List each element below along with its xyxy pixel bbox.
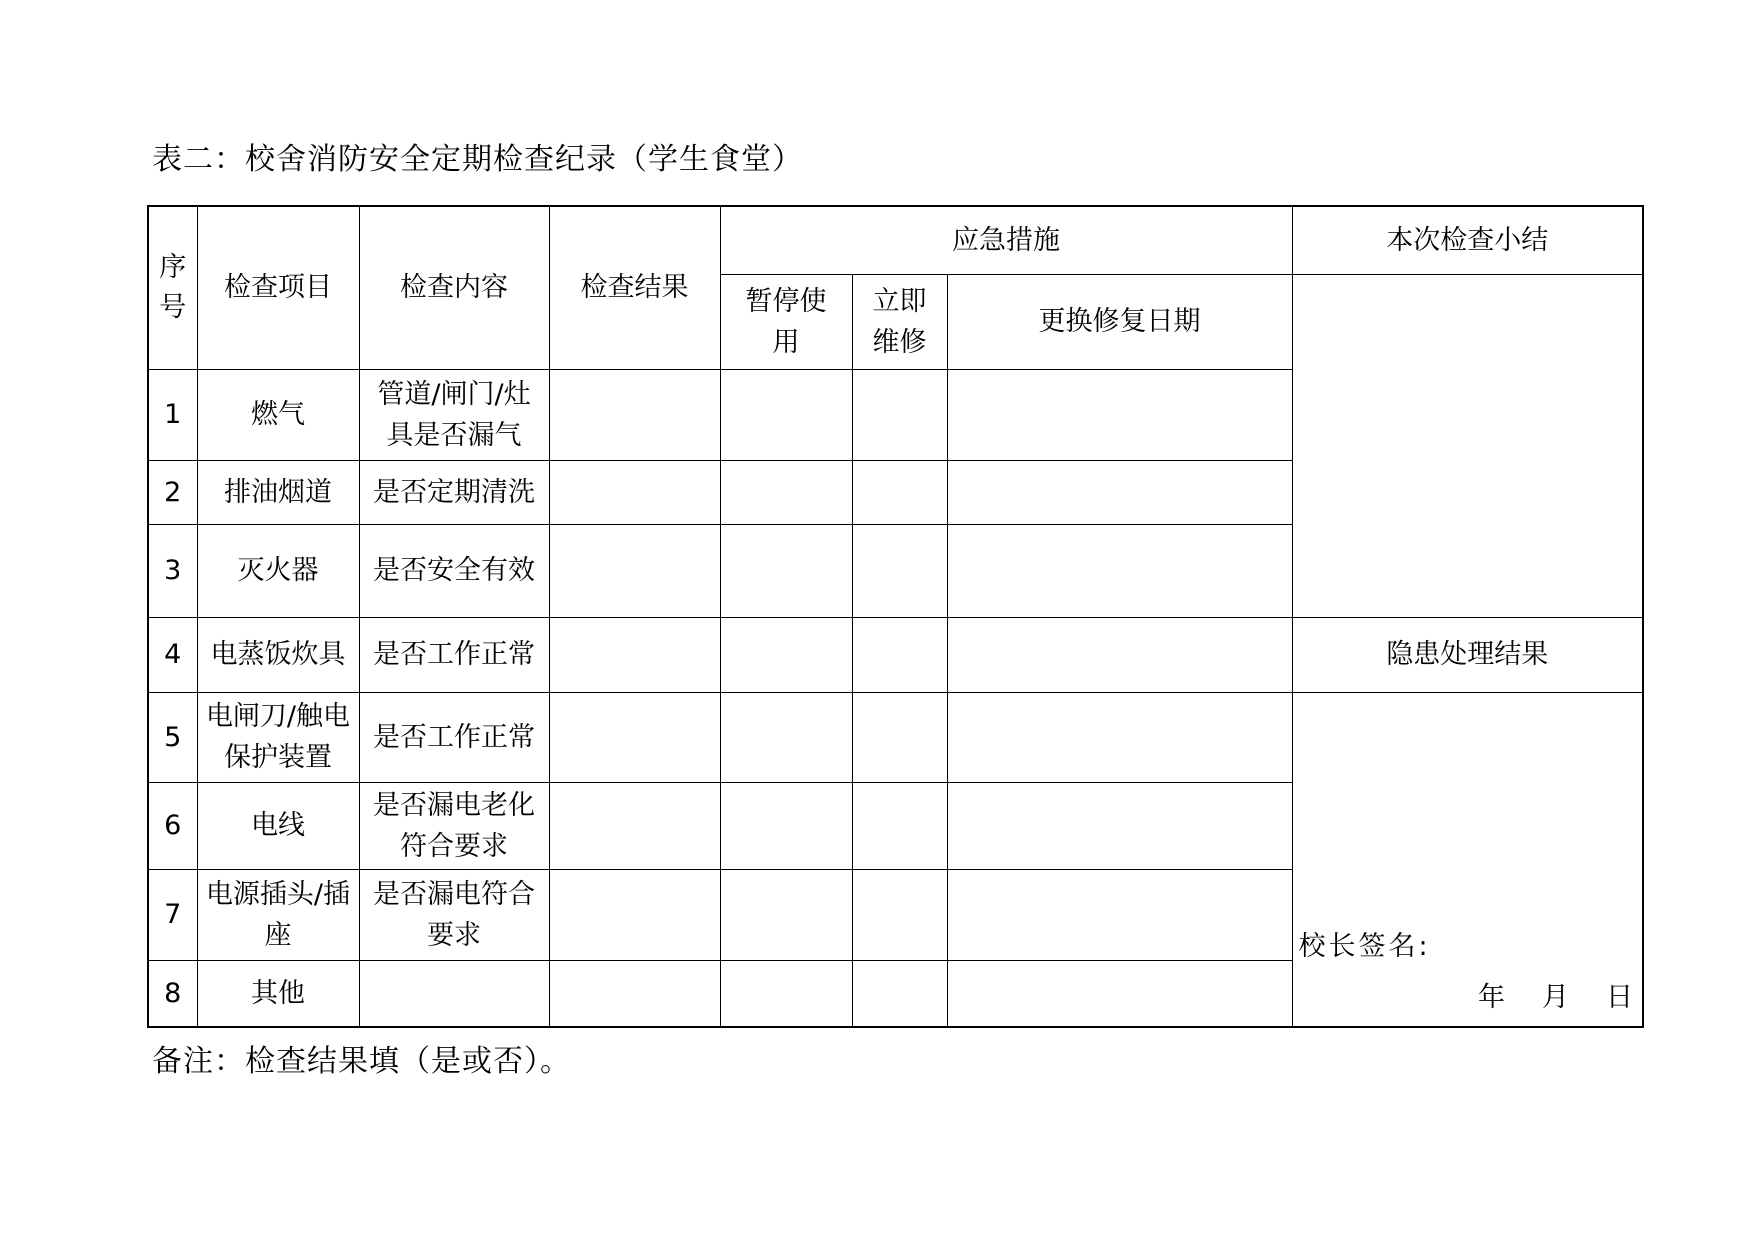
repair-cell[interactable]	[852, 524, 947, 617]
row-item: 其他	[197, 960, 359, 1027]
row-seq: 8	[148, 960, 197, 1027]
row-item: 电源插头/插座	[197, 869, 359, 960]
result-cell[interactable]	[549, 692, 720, 782]
header-summary: 本次检查小结	[1292, 206, 1643, 274]
result-cell[interactable]	[549, 617, 720, 692]
row-item: 电闸刀/触电保护装置	[197, 692, 359, 782]
header-replace-date: 更换修复日期	[947, 274, 1292, 369]
header-pause: 暂停使用	[720, 274, 852, 369]
table-row	[148, 692, 1643, 782]
result-cell[interactable]	[549, 960, 720, 1027]
row-content: 是否工作正常	[359, 692, 549, 782]
header-seq: 序号	[148, 206, 197, 369]
repair-cell[interactable]	[852, 460, 947, 524]
row-content: 是否工作正常	[359, 617, 549, 692]
signature-date	[1478, 977, 1636, 1018]
row-seq: 4	[148, 617, 197, 692]
row-seq: 2	[148, 460, 197, 524]
result-cell[interactable]	[549, 782, 720, 869]
repair-cell[interactable]	[852, 782, 947, 869]
replace-date-cell[interactable]	[947, 869, 1292, 960]
pause-cell[interactable]	[720, 369, 852, 460]
replace-date-cell[interactable]	[947, 369, 1292, 460]
table-row	[148, 617, 1643, 692]
date-month-label: 月	[1542, 981, 1573, 1013]
pause-cell[interactable]	[720, 692, 852, 782]
result-cell[interactable]	[549, 460, 720, 524]
footnote: 备注：检查结果填（是或否）。	[152, 1044, 571, 1079]
row-seq: 1	[148, 369, 197, 460]
row-seq: 7	[148, 869, 197, 960]
repair-cell[interactable]	[852, 692, 947, 782]
row-seq: 6	[148, 782, 197, 869]
result-cell[interactable]	[549, 524, 720, 617]
replace-date-cell[interactable]	[947, 460, 1292, 524]
pause-cell[interactable]	[720, 869, 852, 960]
pause-cell[interactable]	[720, 782, 852, 869]
row-item: 电蒸饭炊具	[197, 617, 359, 692]
hazard-result-area[interactable]	[1292, 692, 1643, 1027]
principal-signature-label: 校长签名:	[1298, 930, 1431, 962]
pause-cell[interactable]	[720, 460, 852, 524]
row-content: 是否漏电老化符合要求	[359, 782, 549, 869]
row-content: 是否安全有效	[359, 524, 549, 617]
replace-date-cell[interactable]	[947, 782, 1292, 869]
row-content: 是否漏电符合要求	[359, 869, 549, 960]
header-hazard-result: 隐患处理结果	[1292, 617, 1643, 692]
header-content: 检查内容	[359, 206, 549, 369]
header-result: 检查结果	[549, 206, 720, 369]
date-day-label: 日	[1606, 981, 1637, 1013]
pause-cell[interactable]	[720, 617, 852, 692]
pause-cell[interactable]	[720, 960, 852, 1027]
pause-cell[interactable]	[720, 524, 852, 617]
header-measures: 应急措施	[720, 206, 1292, 274]
replace-date-cell[interactable]	[947, 692, 1292, 782]
result-cell[interactable]	[549, 869, 720, 960]
row-content: 管道/闸门/灶具是否漏气	[359, 369, 549, 460]
row-seq: 5	[148, 692, 197, 782]
inspection-table	[147, 205, 1644, 1028]
date-year-label: 年	[1478, 981, 1509, 1013]
row-item: 灭火器	[197, 524, 359, 617]
repair-cell[interactable]	[852, 960, 947, 1027]
replace-date-cell[interactable]	[947, 617, 1292, 692]
replace-date-cell[interactable]	[947, 524, 1292, 617]
row-content[interactable]	[359, 960, 549, 1027]
header-repair: 立即维修	[852, 274, 947, 369]
replace-date-cell[interactable]	[947, 960, 1292, 1027]
row-item: 排油烟道	[197, 460, 359, 524]
row-item: 燃气	[197, 369, 359, 460]
summary-area[interactable]	[1292, 274, 1643, 617]
repair-cell[interactable]	[852, 369, 947, 460]
row-content: 是否定期清洗	[359, 460, 549, 524]
row-item: 电线	[197, 782, 359, 869]
header-item: 检查项目	[197, 206, 359, 369]
result-cell[interactable]	[549, 369, 720, 460]
repair-cell[interactable]	[852, 869, 947, 960]
repair-cell[interactable]	[852, 617, 947, 692]
page-title: 表二：校舍消防安全定期检查纪录（学生食堂）	[152, 142, 803, 177]
row-seq: 3	[148, 524, 197, 617]
